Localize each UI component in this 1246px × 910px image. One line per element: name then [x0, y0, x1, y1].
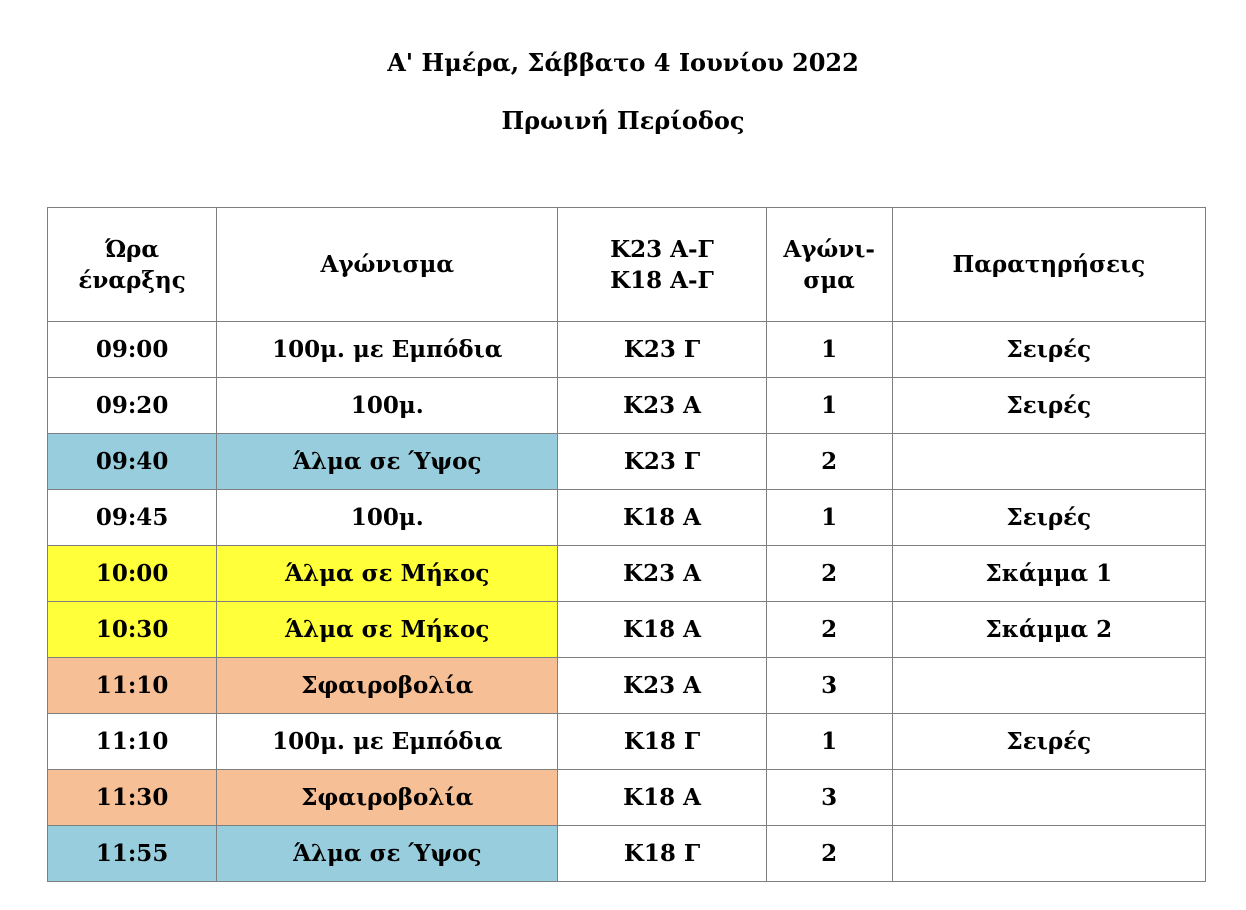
- cell-notes: [892, 826, 1205, 882]
- header-event-number-line1: Αγώνι-: [783, 235, 875, 263]
- table-header: [48, 208, 1206, 322]
- cell-event: Άλμα σε Ύψος: [217, 434, 558, 490]
- cell-category: Κ23 Α: [558, 546, 766, 602]
- table-row: [48, 378, 1206, 434]
- cell-notes: [892, 770, 1205, 826]
- table-row: [48, 770, 1206, 826]
- cell-category: Κ18 Α: [558, 602, 766, 658]
- header-category-line2: Κ18 Α-Γ: [610, 266, 714, 294]
- table-row: [48, 546, 1206, 602]
- cell-event: Άλμα σε Ύψος: [217, 826, 558, 882]
- table-body: [48, 322, 1206, 882]
- table-row: [48, 434, 1206, 490]
- cell-category: Κ18 Α: [558, 490, 766, 546]
- table-row: [48, 826, 1206, 882]
- table-row: [48, 658, 1206, 714]
- page-subtitle: Πρωινή Περίοδος: [501, 106, 745, 135]
- header-start-time-line1: Ώρα: [105, 235, 160, 263]
- cell-notes: Σειρές: [892, 490, 1205, 546]
- cell-time: 11:10: [48, 658, 217, 714]
- page-title: Α' Ημέρα, Σάββατο 4 Ιουνίου 2022: [387, 48, 859, 77]
- table-row: [48, 602, 1206, 658]
- cell-notes: [892, 434, 1205, 490]
- cell-event-number: 2: [766, 546, 892, 602]
- cell-time: 09:45: [48, 490, 217, 546]
- cell-time: 11:10: [48, 714, 217, 770]
- header-category: [558, 208, 766, 322]
- cell-event: Άλμα σε Μήκος: [217, 602, 558, 658]
- header-event-number: [766, 208, 892, 322]
- cell-event-number: 1: [766, 378, 892, 434]
- cell-time: 09:00: [48, 322, 217, 378]
- cell-category: Κ18 Α: [558, 770, 766, 826]
- cell-event-number: 1: [766, 322, 892, 378]
- cell-category: Κ23 Γ: [558, 322, 766, 378]
- header-start-time: [48, 208, 217, 322]
- cell-event: 100μ.: [217, 490, 558, 546]
- header-event-number-line2: σμα: [803, 266, 855, 294]
- cell-notes: Σκάμμα 2: [892, 602, 1205, 658]
- cell-category: Κ23 Γ: [558, 434, 766, 490]
- schedule-table: [47, 207, 1206, 882]
- cell-notes: Σειρές: [892, 322, 1205, 378]
- cell-event: Σφαιροβολία: [217, 658, 558, 714]
- cell-category: Κ23 Α: [558, 378, 766, 434]
- cell-event-number: 2: [766, 826, 892, 882]
- cell-event-number: 3: [766, 770, 892, 826]
- cell-time: 11:30: [48, 770, 217, 826]
- cell-event-number: 2: [766, 434, 892, 490]
- cell-event: Σφαιροβολία: [217, 770, 558, 826]
- cell-time: 10:00: [48, 546, 217, 602]
- cell-event-number: 3: [766, 658, 892, 714]
- cell-event-number: 1: [766, 714, 892, 770]
- table-row: [48, 322, 1206, 378]
- cell-event-number: 2: [766, 602, 892, 658]
- cell-event-number: 1: [766, 490, 892, 546]
- cell-event: 100μ.: [217, 378, 558, 434]
- cell-event: 100μ. με Εμπόδια: [217, 714, 558, 770]
- cell-time: 11:55: [48, 826, 217, 882]
- header-event: Αγώνισμα: [217, 208, 558, 322]
- cell-notes: Σκάμμα 1: [892, 546, 1205, 602]
- cell-event: 100μ. με Εμπόδια: [217, 322, 558, 378]
- cell-time: 09:20: [48, 378, 217, 434]
- cell-category: Κ18 Γ: [558, 714, 766, 770]
- header-row: [48, 208, 1206, 322]
- cell-event: Άλμα σε Μήκος: [217, 546, 558, 602]
- header-notes: Παρατηρήσεις: [892, 208, 1205, 322]
- cell-notes: [892, 658, 1205, 714]
- cell-notes: Σειρές: [892, 378, 1205, 434]
- cell-category: Κ18 Γ: [558, 826, 766, 882]
- cell-category: Κ23 Α: [558, 658, 766, 714]
- table-row: [48, 490, 1206, 546]
- header-category-line1: Κ23 Α-Γ: [610, 235, 714, 263]
- cell-time: 09:40: [48, 434, 217, 490]
- cell-notes: Σειρές: [892, 714, 1205, 770]
- cell-time: 10:30: [48, 602, 217, 658]
- table-row: [48, 714, 1206, 770]
- header-start-time-line2: έναρξης: [78, 266, 186, 294]
